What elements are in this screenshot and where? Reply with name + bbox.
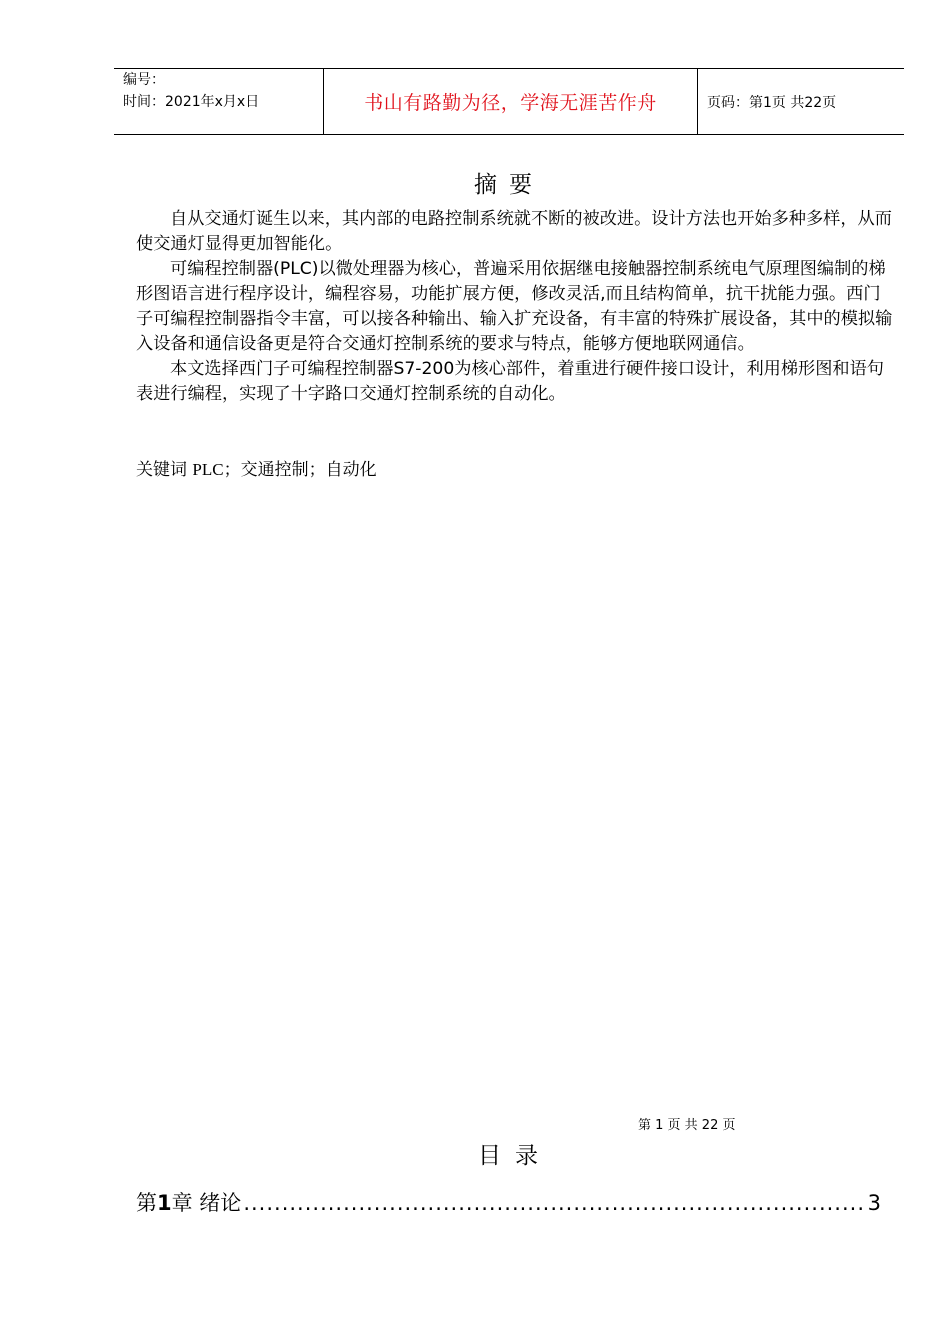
toc-entry[interactable] bbox=[136, 1187, 881, 1217]
toc-entry-title: 章 绪论 bbox=[171, 1191, 242, 1215]
keywords-rest: ；交通控制；自动化 bbox=[223, 460, 377, 480]
abstract-paragraph: 自从交通灯诞生以来，其内部的电路控制系统就不断的被改进。设计方法也开始多种多样，从而使交通灯显得更加智能化。 bbox=[136, 209, 892, 254]
header-table bbox=[114, 68, 904, 135]
toc-entry-chapter-num: 1 bbox=[157, 1191, 172, 1215]
time-label: 时间：2021年x月x日 bbox=[123, 94, 260, 110]
header-meta-cell bbox=[114, 69, 324, 135]
toc-leader-dots bbox=[243, 1191, 865, 1215]
keywords-line bbox=[136, 457, 377, 483]
toc-title: 目录 bbox=[478, 1143, 552, 1169]
abstract-paragraph: 本文选择西门子可编程控制器S7-200为核心部件，着重进行硬件接口设计，利用梯形图和语句表进行编程，实现了十字路口交通灯控制系统的自动化。 bbox=[136, 359, 884, 404]
footer-page-number: 第 1 页 共 22 页 bbox=[638, 1118, 736, 1133]
header-motto-cell bbox=[324, 69, 698, 135]
toc-entry-page: 3 bbox=[867, 1191, 881, 1215]
toc-entry-prefix: 第 bbox=[136, 1191, 157, 1215]
keywords-label: 关键词 bbox=[136, 460, 187, 480]
abstract-body bbox=[136, 207, 896, 407]
keyword-plc: PLC bbox=[192, 460, 224, 479]
header-page-info: 页码：第1页 共22页 bbox=[707, 94, 837, 111]
abstract-title: 摘要 bbox=[474, 172, 544, 198]
header-page-cell bbox=[698, 69, 905, 135]
abstract-paragraph: 可编程控制器(PLC)以微处理器为核心，普遍采用依据继电接触器控制系统电气原理图编制的梯形图语言进行程序设计，编程容易，功能扩展方便，修改灵活,而且结构简单，抗干扰能力强。西门子可编程控制器指令丰富，可以接各种输出、输入扩充设备，有丰富的特殊扩展设备，其中的模拟输入设备和通信设备更是符合交通灯控制系统的要求与特点，能够方便地联网通信。 bbox=[136, 259, 893, 354]
serial-label: 编号： bbox=[123, 72, 165, 88]
header-motto: 书山有路勤为径，学海无涯苦作舟 bbox=[364, 92, 657, 114]
